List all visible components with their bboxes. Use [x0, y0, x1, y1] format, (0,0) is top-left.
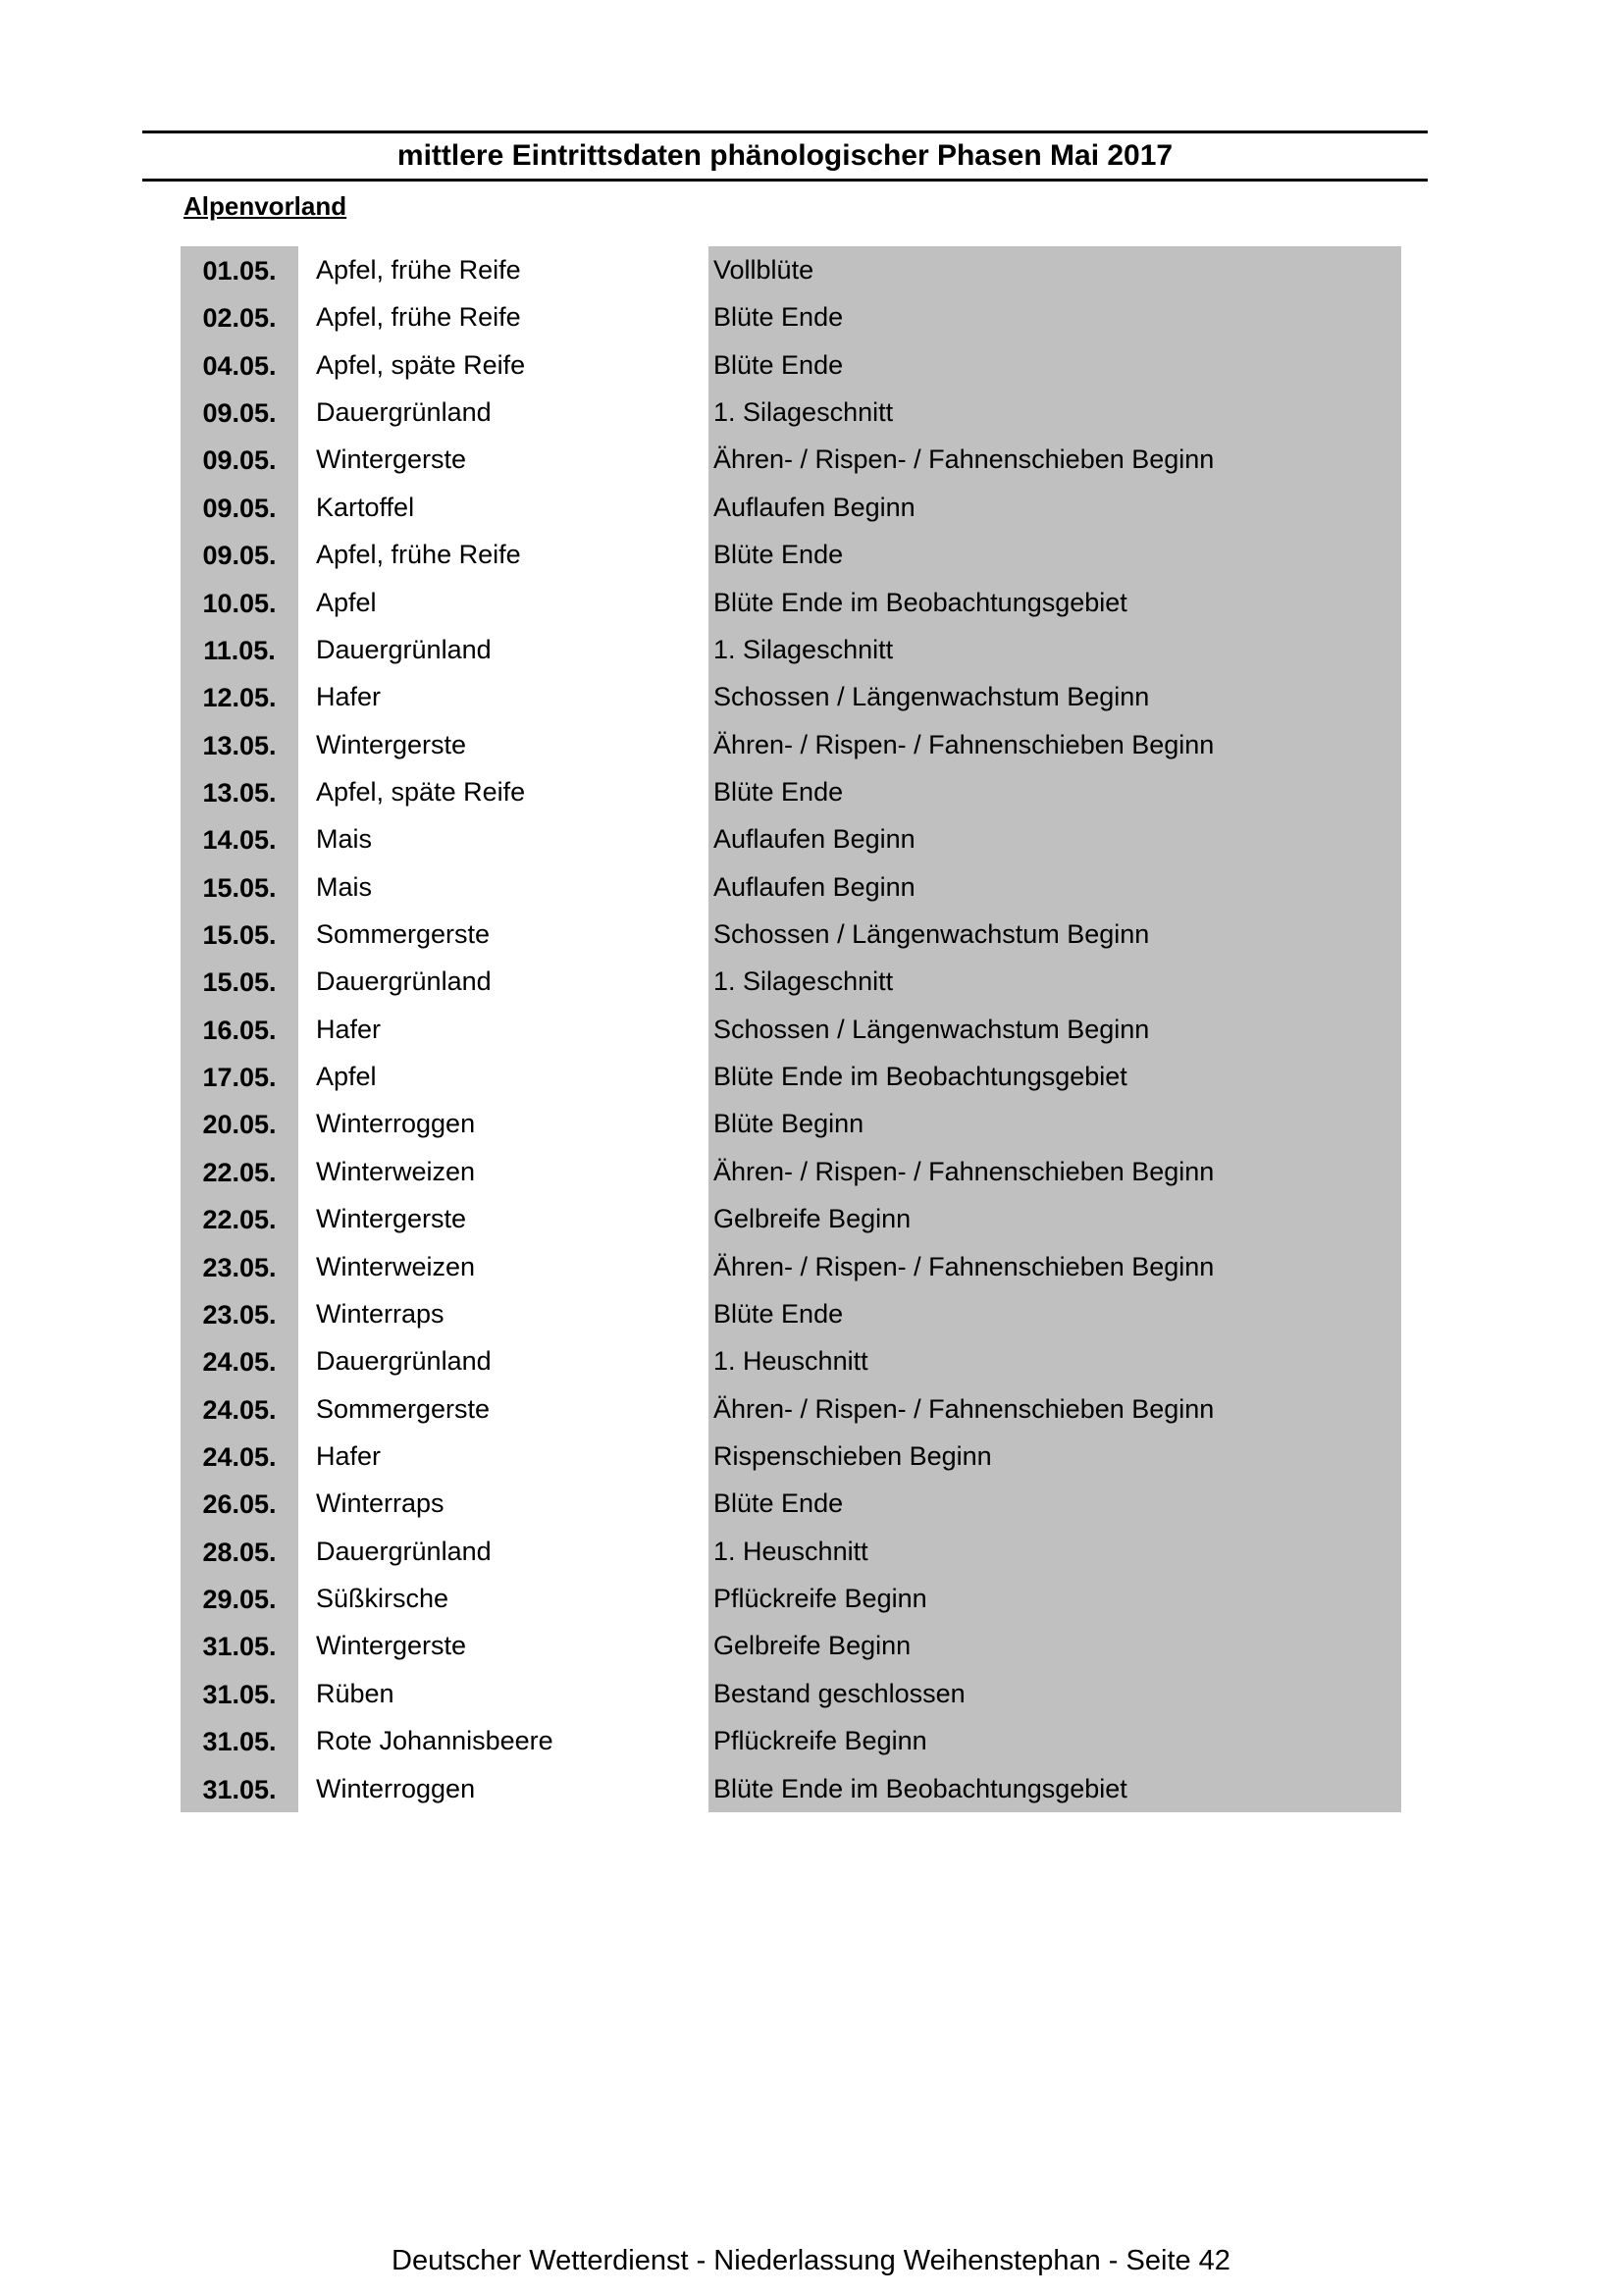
row-plant: Dauergrünland: [316, 634, 492, 664]
row-date: 13.05.: [202, 730, 277, 760]
row-plant: Sommergerste: [316, 919, 491, 950]
table-row: [181, 484, 1401, 531]
table-row: [181, 626, 1401, 673]
table-row: [181, 246, 1401, 293]
row-phase: Blüte Ende im Beobachtungsgebiet: [713, 1062, 1127, 1092]
row-date: 24.05.: [202, 1441, 277, 1472]
row-phase: Vollblüte: [713, 255, 814, 285]
table-row: [181, 1243, 1401, 1290]
row-date: 20.05.: [202, 1110, 277, 1140]
table-row: [181, 1480, 1401, 1527]
title-rule-top: [142, 130, 1428, 133]
row-plant: Wintergerste: [316, 444, 467, 475]
row-date: 14.05.: [202, 825, 277, 856]
row-date: 29.05.: [202, 1585, 277, 1615]
row-plant: Winterweizen: [316, 1251, 476, 1281]
table-row: [181, 1717, 1401, 1764]
row-phase: Blüte Ende: [713, 1298, 844, 1329]
table-row: [181, 958, 1401, 1005]
row-date: 16.05.: [202, 1015, 277, 1045]
table-row: [181, 293, 1401, 340]
table-row: [181, 768, 1401, 815]
row-plant: Apfel: [316, 587, 377, 617]
row-date: 23.05.: [202, 1252, 277, 1282]
row-plant: Winterraps: [316, 1298, 445, 1329]
row-plant: Winterroggen: [316, 1109, 476, 1139]
row-phase: Bestand geschlossen: [713, 1678, 966, 1708]
row-plant: Hafer: [316, 1014, 382, 1044]
row-plant: Süßkirsche: [316, 1584, 449, 1614]
row-phase: Gelbreife Beginn: [713, 1204, 912, 1234]
row-phase: Blüte Ende: [713, 302, 844, 333]
row-phase: Schossen / Längenwachstum Beginn: [713, 682, 1150, 712]
row-plant: Mais: [316, 824, 373, 855]
row-phase: Auflaufen Beginn: [713, 871, 916, 902]
row-date: 31.05.: [202, 1774, 277, 1804]
row-plant: Rote Johannisbeere: [316, 1726, 553, 1756]
row-plant: Kartoffel: [316, 492, 415, 522]
table-row: [181, 436, 1401, 483]
table-row: [181, 1433, 1401, 1480]
row-phase: Schossen / Längenwachstum Beginn: [713, 919, 1150, 950]
row-phase: Gelbreife Beginn: [713, 1631, 912, 1661]
row-date: 12.05.: [202, 683, 277, 713]
table-row: [181, 1575, 1401, 1622]
row-plant: Dauergrünland: [316, 397, 492, 428]
row-phase: 1. Heuschnitt: [713, 1346, 868, 1377]
row-plant: Dauergrünland: [316, 966, 492, 997]
row-phase: Blüte Ende: [713, 349, 844, 380]
table-row: [181, 1765, 1401, 1812]
row-phase: Auflaufen Beginn: [713, 824, 916, 855]
table-row: [181, 1528, 1401, 1575]
table-row: [181, 1100, 1401, 1147]
table-row: [181, 1053, 1401, 1100]
row-phase: 1. Heuschnitt: [713, 1536, 868, 1566]
row-phase: Blüte Beginn: [713, 1109, 864, 1139]
row-phase: Ähren- / Rispen- / Fahnenschieben Beginn: [713, 1251, 1215, 1281]
row-phase: Blüte Ende im Beobachtungsgebiet: [713, 1773, 1127, 1803]
row-plant: Winterweizen: [316, 1156, 476, 1186]
row-phase: Pflückreife Beginn: [713, 1584, 927, 1614]
row-date: 02.05.: [202, 303, 277, 334]
table-row: [181, 579, 1401, 626]
row-phase: Pflückreife Beginn: [713, 1726, 927, 1756]
row-plant: Apfel, frühe Reife: [316, 255, 521, 285]
row-date: 09.05.: [202, 445, 277, 476]
row-date: 26.05.: [202, 1489, 277, 1520]
row-date: 10.05.: [202, 588, 277, 618]
page-title: mittlere Eintrittsdaten phänologischer Phasen Mai 2017: [396, 139, 1174, 172]
title-rule-bottom: [142, 179, 1428, 182]
row-phase: Blüte Ende: [713, 776, 844, 807]
page-footer: Deutscher Wetterdienst - Niederlassung Weihenstephan - Seite 42: [392, 2245, 1230, 2276]
row-phase: Blüte Ende im Beobachtungsgebiet: [713, 587, 1127, 617]
row-phase: Blüte Ende: [713, 540, 844, 570]
table-row: [181, 673, 1401, 720]
row-plant: Wintergerste: [316, 729, 467, 759]
row-date: 15.05.: [202, 872, 277, 903]
row-date: 22.05.: [202, 1205, 277, 1235]
table-row: [181, 1670, 1401, 1717]
table-row: [181, 1290, 1401, 1337]
table-row: [181, 1006, 1401, 1053]
row-date: 09.05.: [202, 398, 277, 429]
table-row: [181, 531, 1401, 578]
row-phase: 1. Silageschnitt: [713, 966, 894, 997]
row-plant: Apfel: [316, 1062, 377, 1092]
row-plant: Hafer: [316, 682, 382, 712]
row-plant: Wintergerste: [316, 1631, 467, 1661]
table-row: [181, 1148, 1401, 1195]
row-date: 15.05.: [202, 967, 277, 998]
row-phase: Schossen / Längenwachstum Beginn: [713, 1014, 1150, 1044]
row-phase: Ähren- / Rispen- / Fahnenschieben Beginn: [713, 729, 1215, 759]
row-date: 22.05.: [202, 1157, 277, 1187]
row-plant: Winterraps: [316, 1488, 445, 1519]
row-plant: Winterroggen: [316, 1773, 476, 1803]
row-phase: Blüte Ende: [713, 1488, 844, 1519]
row-date: 31.05.: [202, 1679, 277, 1709]
row-plant: Wintergerste: [316, 1204, 467, 1234]
row-date: 31.05.: [202, 1632, 277, 1662]
row-date: 23.05.: [202, 1299, 277, 1330]
table-row: [181, 815, 1401, 862]
row-date: 13.05.: [202, 777, 277, 808]
row-plant: Apfel, frühe Reife: [316, 302, 521, 333]
row-plant: Dauergrünland: [316, 1346, 492, 1377]
table-row: [181, 863, 1401, 911]
table-row: [181, 1195, 1401, 1242]
table-row: [181, 1337, 1401, 1384]
row-plant: Rüben: [316, 1678, 394, 1708]
row-plant: Hafer: [316, 1440, 382, 1471]
row-phase: Rispenschieben Beginn: [713, 1440, 992, 1471]
phenology-table: [181, 246, 1401, 1812]
row-date: 24.05.: [202, 1347, 277, 1378]
row-phase: Ähren- / Rispen- / Fahnenschieben Beginn: [713, 1393, 1215, 1424]
row-plant: Mais: [316, 871, 373, 902]
region-heading: Alpenvorland: [183, 191, 347, 221]
row-date: 28.05.: [202, 1537, 277, 1567]
row-date: 15.05.: [202, 920, 277, 951]
table-row: [181, 1622, 1401, 1669]
table-row: [181, 721, 1401, 768]
row-phase: Auflaufen Beginn: [713, 492, 916, 522]
row-phase: 1. Silageschnitt: [713, 634, 894, 664]
row-phase: Ähren- / Rispen- / Fahnenschieben Beginn: [713, 444, 1215, 475]
row-date: 09.05.: [202, 493, 277, 523]
row-date: 04.05.: [202, 350, 277, 381]
table-row: [181, 389, 1401, 436]
row-phase: Ähren- / Rispen- / Fahnenschieben Beginn: [713, 1156, 1215, 1186]
table-row: [181, 911, 1401, 958]
table-row: [181, 341, 1401, 389]
row-date: 31.05.: [202, 1727, 277, 1757]
row-date: 17.05.: [202, 1063, 277, 1093]
table-row: [181, 1385, 1401, 1433]
row-plant: Apfel, frühe Reife: [316, 540, 521, 570]
row-date: 01.05.: [202, 256, 277, 286]
row-phase: 1. Silageschnitt: [713, 397, 894, 428]
row-date: 11.05.: [203, 635, 276, 665]
row-plant: Apfel, späte Reife: [316, 349, 526, 380]
row-date: 09.05.: [202, 541, 277, 571]
row-plant: Sommergerste: [316, 1393, 491, 1424]
row-plant: Apfel, späte Reife: [316, 776, 526, 807]
row-date: 24.05.: [202, 1394, 277, 1425]
row-plant: Dauergrünland: [316, 1536, 492, 1566]
